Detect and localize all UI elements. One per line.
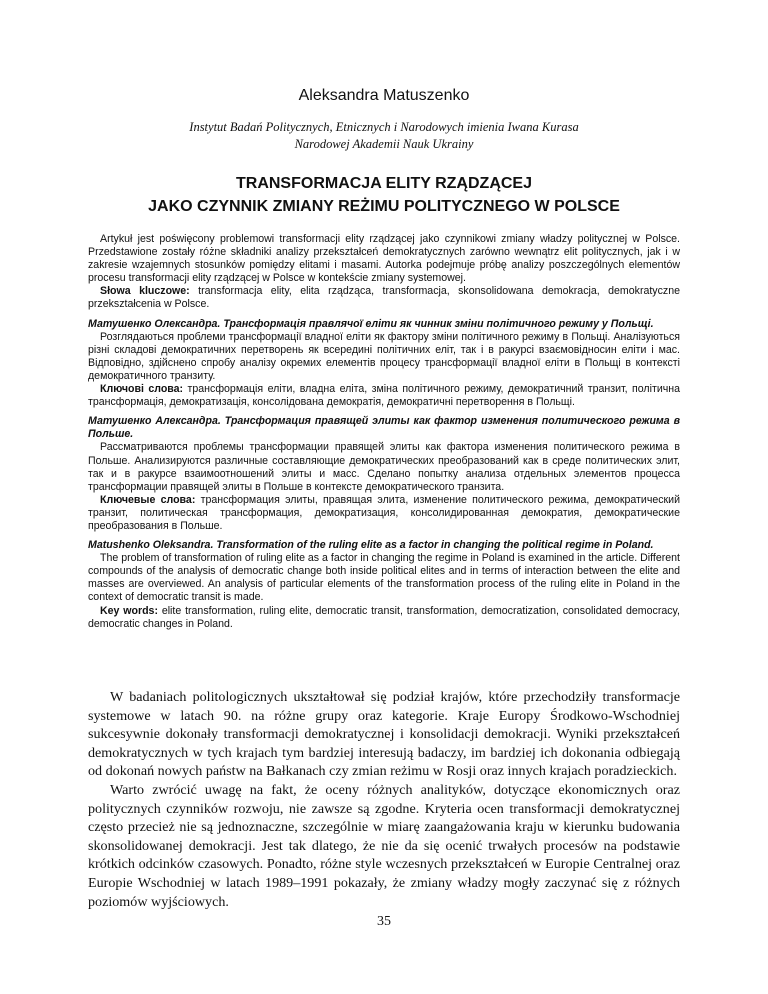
abstract-polish (88, 233, 680, 312)
keywords-list: трансформація еліти, владна еліта, зміна політичного режиму, демократичний транзит, політична трансформація, демократизація, консолідована демократія, демократичні перетворення в Польщі. (88, 383, 681, 409)
keywords-label: Ключові слова: (100, 383, 184, 396)
abstract-english-heading: Matushenko Oleksandra. Transformation of the ruling elite as a factor in changing the political regime in Poland. (88, 539, 654, 552)
abstract-ukrainian-heading: Матушенко Олександра. Трансформація правлячої еліти як чинник зміни політичного режиму у Польщі. (88, 317, 654, 330)
body-paragraph-1: W badaniach politologicznych ukształtował się podział krajów, które przechodziły transformacje systemowe w latach 90. na różne grupy oraz kategorie. Kraje Europy Środkowo-Wschodniej sukcesywnie dokonały transformacji demokratycznej i konsolidacji demokracji. Wyniki przekształceń demokratycznych w tych krajach tym bardziej interesują badaczy, im bardziej ich dokonania odbiegają od dokonań nowych państw na Bałkanach czy zmian reżimu w Rosji oraz innych krajach poradzieckich. (88, 689, 680, 780)
keywords-list: трансформация элиты, правящая элита, изменение политического режима, демократический транзит, политическая трансформация, демократизация, консолидированная демократия, демократические преобразования в Польше. (88, 493, 680, 532)
abstract-ukrainian-keywords (88, 383, 680, 409)
body-paragraph-2: Warto zwrócić uwagę na fakt, że oceny różnych analityków, dotyczące ekonomicznych oraz politycznych czynników rozwoju, nie zawsze są zgodne. Kryteria ocen transformacji demokratycznej często przecież nie są jednoznaczne, szczególnie w miarę zaangażowania kraju w kierunku budowania skonsolidowanej demokracji. Jest tak dlatego, że nie da się ocenić trwałych procesów na podstawie krótkich odcinków czasowych. Ponadto, różne style wczesnych przekształceń w Europie Centralnej oraz Europie Wschodniej w latach 1989–1991 pokazały, że zmiany władzy mogły zaczynać się z różnych poziomów wyjściowych. (88, 781, 680, 910)
keywords-label: Key words: (100, 604, 158, 617)
abstract-polish-keywords (88, 285, 680, 311)
abstract-english-text: The problem of transformation of ruling elite as a factor in changing the regime in Poland is examined in the article. Different compounds of the analysis of democratic change both inside political elites and in terms of interaction between the elite and masses are overviewed. An analysis of particular elements of the transformation process of the ruling elite in Poland in the context of democratic transit is made. (88, 552, 680, 604)
title-line-2: JAKO CZYNNIK ZMIANY REŻIMU POLITYCZNEGO W POLSCE (148, 198, 620, 215)
title-line-1: TRANSFORMACJA ELITY RZĄDZĄCEJ (235, 175, 532, 192)
abstract-ukrainian (88, 318, 680, 410)
abstract-russian-text: Рассматриваются проблемы трансформации правящей элиты как фактора изменения политического режима в Польше. Анализируются различные составляющие демократических преобразований как в среде политических элит, так и в ракурсе взаимоотношений элиты и масс. Сделано попытку анализа отдельных элементов процесса трансформации правящей элиты в Польше в контексте демократического транзита. (88, 441, 680, 493)
affiliation-line-2: Narodowej Akademii Nauk Ukrainy (294, 137, 474, 151)
page-number: 35 (377, 914, 391, 929)
abstract-english (88, 539, 680, 631)
abstract-english-keywords (88, 605, 680, 631)
abstract-russian (88, 415, 680, 533)
article-body (88, 688, 680, 911)
abstract-russian-keywords (88, 494, 680, 533)
keywords-label: Słowa kluczowe: (100, 285, 190, 298)
keywords-label: Ключевые слова: (100, 493, 196, 506)
affiliation (88, 119, 680, 153)
abstract-russian-heading: Матушенко Александра. Трансформация правящей элиты как фактор изменения политического режима в Польше. (88, 415, 680, 441)
article-title (88, 172, 680, 218)
abstract-ukrainian-text: Розглядаються проблеми трансформації владної еліти як фактору зміни політичного режиму в Польщі. Аналізуються різні складові демократичних перетворень як всередині політичних еліт, так і в ракурсі взаємовідносин еліти і мас. Відповідно, здійснено спробу аналізу окремих елементів процесу трансформації владної еліти в Польщі в контексті демократичного транзиту. (88, 330, 680, 382)
keywords-list: elite transformation, ruling elite, democratic transit, transformation, democratization, consolidated democracy, democratic changes in Poland. (88, 604, 680, 630)
affiliation-line-1: Instytut Badań Politycznych, Etnicznych i Narodowych imienia Iwana Kurasa (189, 120, 579, 134)
abstracts (88, 233, 680, 637)
author-name: Aleksandra Matuszenko (298, 87, 470, 104)
abstract-polish-text: Artykuł jest poświęcony problemowi transformacji elity rządzącej jako czynnikowi zmiany władzy politycznej w Polsce. Przedstawione zostały różne składniki analizy przekształceń demokratycznych zarówno wewnątrz elit politycznych, jak i w zakresie wzajemnych stosunków pomiędzy elitami i masami. Autorka podejmuje próbę analizy poszczególnych elementów procesu transformacji elity rządzącej w Polsce w kontekście zmiany systemowej. (88, 233, 680, 285)
keywords-list: transformacja elity, elita rządząca, transformacja, skonsolidowana demokracja, demokratyczne przekształcenia w Polsce. (88, 285, 680, 311)
